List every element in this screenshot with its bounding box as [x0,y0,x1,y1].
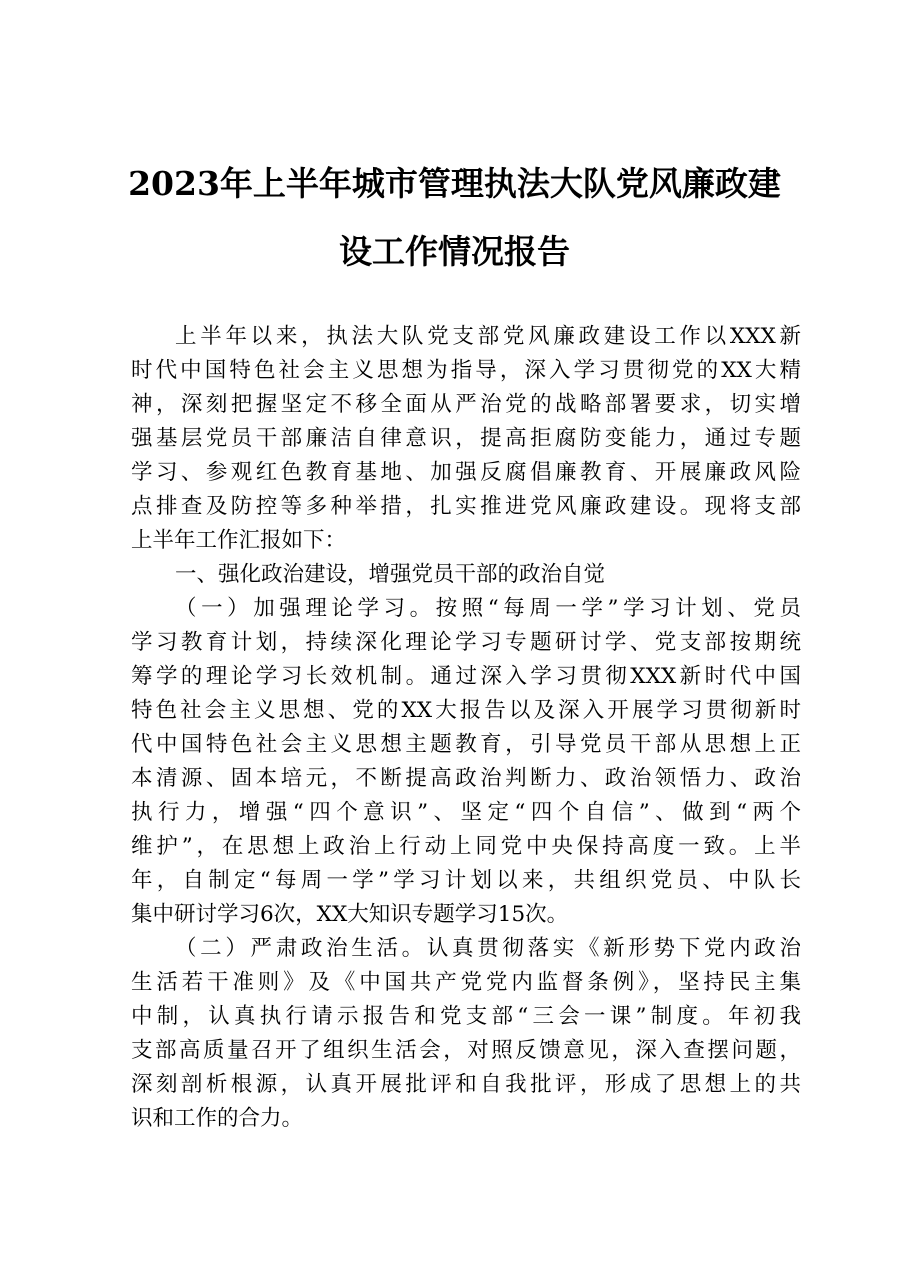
paragraph-4-line: 识和工作的合力。 [131,1106,304,1131]
paragraph-1-line: 点排查及防控等多种举措，扎实推进党风廉政建设。现将支部 [131,494,801,519]
paragraph-3-line: 本清源、固本培元，不断提高政治判断力、政治领悟力、政治 [131,766,801,791]
paragraph-1-line: 强基层党员干部廉洁自律意识，提高拒腐防变能力，通过专题 [131,426,801,451]
paragraph-3-line: 执行力，增强“四个意识”、坚定“四个自信”、做到“两个 [131,800,801,825]
paragraph-1-line: 上半年工作汇报如下： [131,528,347,553]
paragraph-4-line: 中制，认真执行请示报告和党支部“三会一课”制度。年初我 [131,1004,801,1029]
paragraph-4-line: 支部高质量召开了组织生活会，对照反馈意见，深入查摆问题， [131,1038,801,1063]
paragraph-3-line: 代中国特色社会主义思想主题教育，引导党员干部从思想上正 [131,732,801,757]
section-heading-1: 一、强化政治建设，增强党员干部的政治自觉 [175,562,606,587]
paragraph-1-line: 学习、参观红色教育基地、加强反腐倡廉教育、开展廉政风险 [131,460,801,485]
paragraph-4-line: 生活若干准则》及《中国共产党党内监督条例》，坚持民主集 [131,970,801,995]
document-title-line-2: 设工作情况报告 [339,232,570,271]
paragraph-3-line: 筹学的理论学习长效机制。通过深入学习贯彻XXX新时代中国 [131,664,801,689]
paragraph-3-line: 特色社会主义思想、党的XX大报告以及深入开展学习贯彻新时 [131,698,801,723]
paragraph-3-line: 学习教育计划，持续深化理论学习专题研讨学、党支部按期统 [131,630,801,655]
document-title-line-1: 2023年上半年城市管理执法大队党风廉政建 [128,164,781,203]
paragraph-1-line: 神，深刻把握坚定不移全面从严治党的战略部署要求，切实增 [131,392,801,417]
paragraph-3-line: 集中研讨学习6次，XX大知识专题学习15次。 [131,902,569,927]
document-body [131,320,801,1136]
paragraph-3-line: 维护”，在思想上政治上行动上同党中央保持高度一致。上半 [131,834,801,859]
paragraph-3-line: （一）加强理论学习。按照“每周一学”学习计划、党员 [175,596,801,621]
paragraph-1-line: 上半年以来，执法大队党支部党风廉政建设工作以XXX新 [175,324,801,349]
paragraph-1-line: 时代中国特色社会主义思想为指导，深入学习贯彻党的XX大精 [131,358,801,383]
paragraph-4-line: （二）严肃政治生活。认真贯彻落实《新形势下党内政治 [175,936,801,961]
paragraph-4-line: 深刻剖析根源，认真开展批评和自我批评，形成了思想上的共 [131,1072,801,1097]
paragraph-3-line: 年，自制定“每周一学”学习计划以来，共组织党员、中队长 [131,868,801,893]
